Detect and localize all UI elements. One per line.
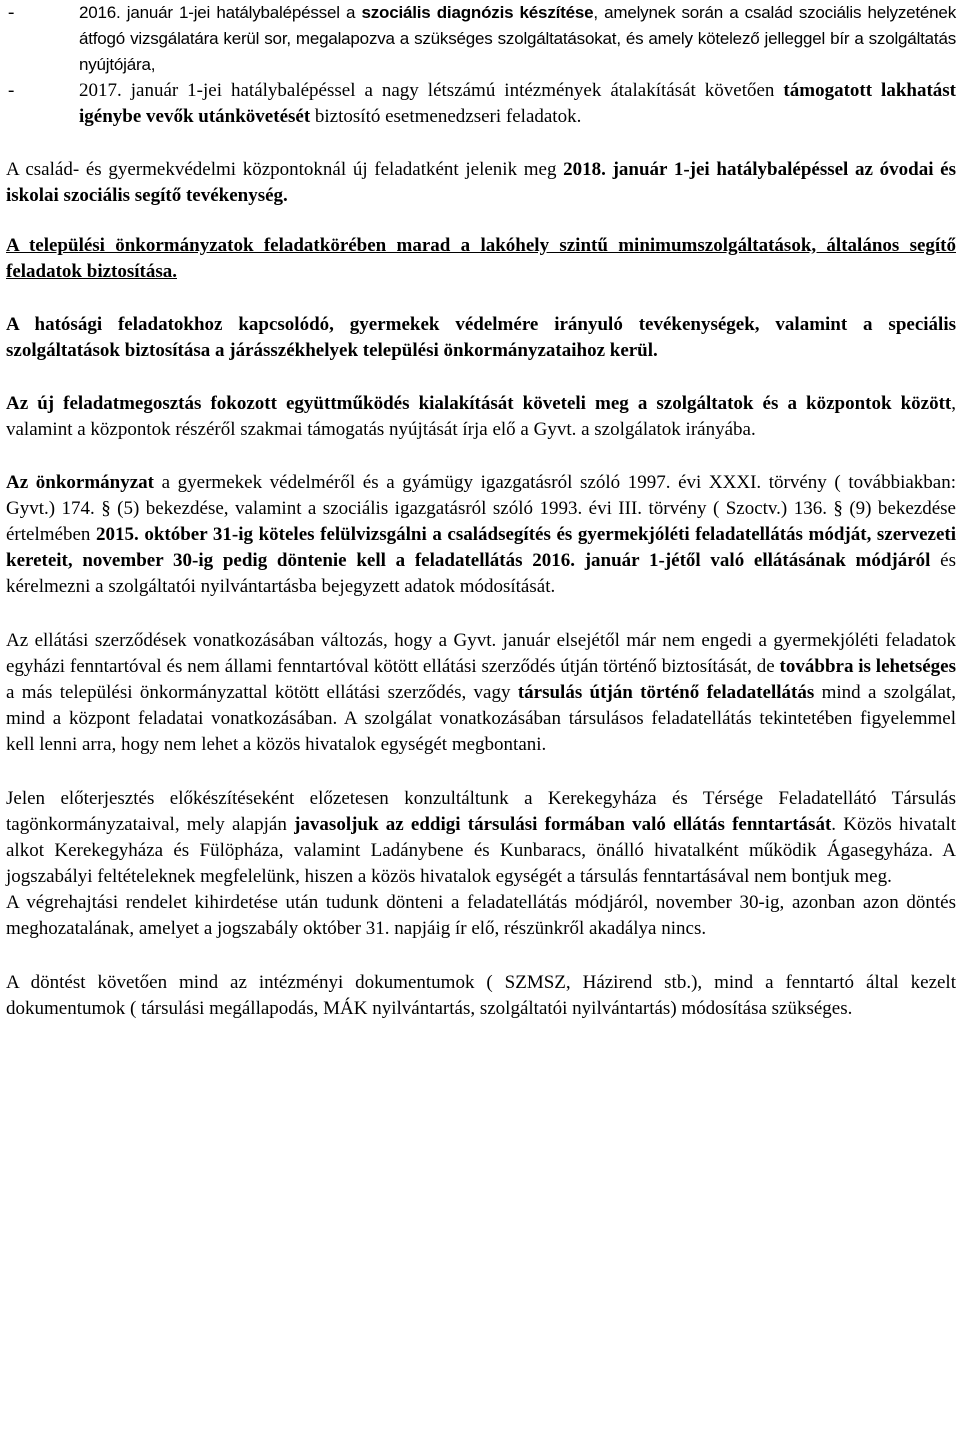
bold-text-run: Az új feladatmegosztás fokozott együttműködés kialakítását követeli meg a szolgáltatok és a központok között <box>6 393 952 414</box>
bullet-dash: - <box>8 80 15 101</box>
text-run: a más települési önkormányzattal kötött ellátási szerződés, vagy <box>6 682 518 703</box>
bold-text-run: társulás útján történő feladatellátás <box>517 682 815 703</box>
text-run: A döntést követően mind az intézményi dokumentumok ( SZMSZ, Házirend stb.), mind a fenntartó által kezelt dokumentumok ( társulási megállapodás, MÁK nyilvántartás, szolgáltatói nyilvántartás) módosítása szükséges. <box>6 972 956 1019</box>
text-run: . Közös hivatalt alkot Kerekegyháza és Fülöpháza, valamint Ladánybene és Kunbaracs, önálló hivatalként működik Ágasegyháza. A jogszabályi feltételeknek megfelelünk, hiszen a közös hivatalok egységét a társulás fenntartásával nem bontjuk meg. <box>6 814 957 887</box>
bold-text-run: Az önkormányzat <box>6 472 154 493</box>
text-run: biztosító esetmenedzseri feladatok. <box>310 106 582 127</box>
text-run: A végrehajtási rendelet kihirdetése után tudunk dönteni a feladatellátás módjáról, november 30-ig, azonban azon döntés meghozatalának, amelyet a jogszabály október 31. napjáig ír elő, részünkről akadálya nincs. <box>6 892 956 939</box>
bullet-item-1 <box>6 0 956 78</box>
text-run: mind a szolgálat, mind a központ feladatai vonatkozásában. A szolgálat vonatkozásában társulásos feladatellátás tekintetében figyelemmel kell lenni arra, hogy nem lehet a közös hivatalok egységét megbontani. <box>6 682 956 755</box>
bold-text-run: 2015. október 31-ig köteles felülvizsgálni a családsegítés és gyermekjóléti feladatellátás módját, szervezeti kereteit, november 30-ig pedig döntenie kell a feladatellátás 2016. január 1-jétől való ellátásának módjáról <box>6 524 957 571</box>
bullet-item-2 <box>6 78 956 130</box>
paragraph-service-contracts <box>6 628 956 758</box>
text-run: , amelynek során a család szociális helyzetének átfogó vizsgálatára kerül sor, megalapozva a szükséges szolgáltatásokat, és amely kötelező jelleggel bír a szolgáltatás nyújtójára, <box>79 3 956 74</box>
bold-text-run: javasoljuk az eddigi társulási formában való ellátás fenntartását <box>294 814 832 835</box>
paragraph-municipal-duties <box>6 233 956 285</box>
bold-text-run: A települési önkormányzatok feladatkörében marad a lakóhely szintű minimumszolgáltatások, általános segítő feladatok biztosítása. <box>6 235 956 282</box>
text-run: és kérelmezni a szolgáltatói nyilvántartásba bejegyzett adatok módosítását. <box>6 550 957 597</box>
bullet-text <box>79 80 956 127</box>
paragraph-cooperation <box>6 391 956 443</box>
bold-text-run: 2018. január 1-jei hatálybalépéssel az óvodai és iskolai szociális segítő tevékenység. <box>6 159 956 206</box>
paragraph-consultation <box>6 786 956 890</box>
bold-text-run: továbbra is lehetséges <box>779 656 956 677</box>
bullet-dash: - <box>8 2 15 23</box>
bold-text-run: szociális diagnózis készítése <box>361 3 594 22</box>
bullet-text <box>79 3 956 74</box>
text-run: a gyermekek védelméről és a gyámügy igazgatásról szóló 1997. évi XXXI. törvény ( továbbiakban: Gyvt.) 174. § (5) bekezdése, valamint a szociális igazgatásról szóló 1993. évi III. törvény ( Szoctv.) 136. § (9) bekezdése értelmében <box>6 472 956 545</box>
paragraph-new-task <box>6 157 956 209</box>
bold-text-run: támogatott lakhatást igénybe vevők utánkövetését <box>79 80 956 127</box>
paragraph-decree <box>6 890 956 942</box>
text-run: , valamint a központok részéről szakmai támogatás nyújtását írja elő a Gyvt. a szolgálatok irányába. <box>6 393 956 440</box>
text-run: 2016. január 1-jei hatálybalépéssel a <box>79 3 362 22</box>
paragraph-authority-tasks <box>6 312 956 364</box>
paragraph-municipality-review <box>6 470 956 600</box>
text-run: A család- és gyermekvédelmi központoknál új feladatként jelenik meg <box>6 159 564 180</box>
paragraph-documents <box>6 970 956 1022</box>
text-run: Az ellátási szerződések vonatkozásában változás, hogy a Gyvt. január elsejétől már nem engedi a gyermekjóléti feladatok egyházi fenntartóval és nem állami fenntartóval kötött ellátási szerződés útján történő biztosítását, de <box>6 630 956 677</box>
bold-text-run: A hatósági feladatokhoz kapcsolódó, gyermekek védelmére irányuló tevékenységek, valamint a speciális szolgáltatások biztosítása a járásszékhelyek települési önkormányzataihoz kerül. <box>6 314 956 361</box>
text-run: 2017. január 1-jei hatálybalépéssel a nagy létszámú intézmények átalakítását követően <box>79 80 784 101</box>
text-run: Jelen előterjesztés előkészítéseként előzetesen konzultáltunk a Kerekegyháza és Térsége Feladatellátó Társulás tagönkormányzataival, mely alapján <box>6 788 956 835</box>
